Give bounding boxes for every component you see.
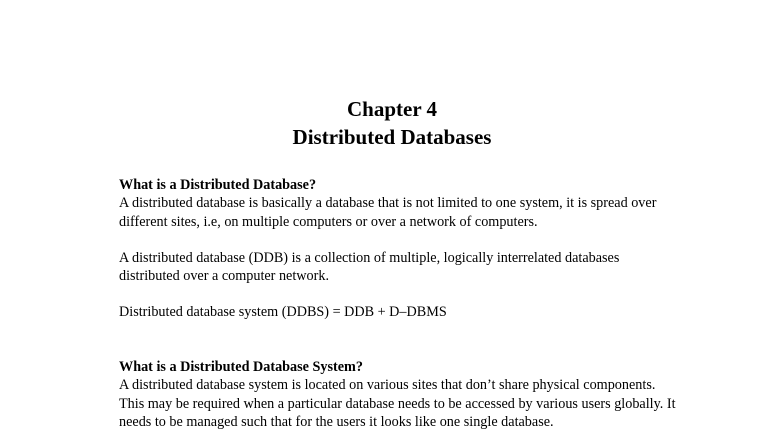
chapter-title: Distributed Databases	[292, 125, 492, 149]
section-distributed-database	[119, 176, 679, 231]
section-paragraph: A distributed database system is located on various sites that don’t share physical components. This may be required when a particular database needs to be accessed by various users globally. It needs to be managed such that for the users it looks like one single database.	[119, 377, 676, 430]
chapter-number: Chapter 4	[346, 97, 438, 121]
section-paragraph: A distributed database is basically a database that is not limited to one system, it is spread over different sites, i.e, on multiple computers or over a network of computers.	[119, 195, 657, 230]
section-heading: What is a Distributed Database?	[119, 177, 317, 193]
ddbs-formula-paragraph: Distributed database system (DDBS) = DDB + D–DBMS	[119, 304, 447, 320]
section-distributed-database-system	[119, 358, 679, 431]
section-heading: What is a Distributed Database System?	[119, 359, 363, 375]
ddb-definition-paragraph: A distributed database (DDB) is a collection of multiple, logically interrelated databases distributed over a computer network.	[119, 250, 620, 285]
